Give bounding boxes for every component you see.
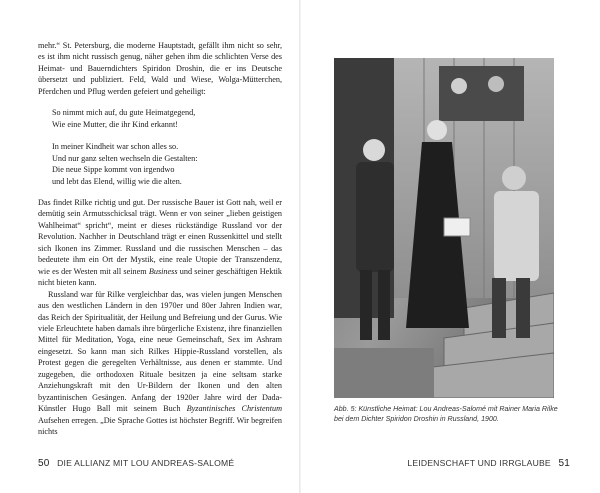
- paragraph-3: Russland war für Rilke vergleichbar das, was vielen jungen Menschen aus den westlichen Ländern in den 1970er und 80er Jahren Indien war, das Reich der Spiritualität, der Heilung und Befreiung und der Gurus. Wie viele Erleuchtete haben damals ihre bürgerliche Existenz, ihre finanziellen Mittel für Meditation, Yoga, eine neue Gemeinschaft, Sex im Ashram eingesetzt. So kann man sich Rilkes Hippie-Russland vorstellen, als Protest gegen die geregelten Verhältnisse, aus denen er stammte. Und zugegeben, die orthodoxen Rituale besitzen ja eine seltsam starke Anziehungskraft mit den Ur-Bildern der Ikonen und den alten byzantinischen Gesängen. Anfang der 1920er Jahre wird der Dada-Künstler Hugo Ball mit seinem Buch Byzantinisches Christentum Aufsehen erregen. „Die Sprache Gottes ist höchster Begriff. Wir begreifen nichts: [38, 289, 282, 437]
- historical-photo: [334, 58, 554, 398]
- poem-line: In meiner Kindheit war schon alles so.: [52, 142, 179, 152]
- poem-line: und lebt das Elend, willig wie die alten.: [52, 176, 182, 186]
- paragraph-1: mehr.“ St. Petersburg, die moderne Hauptstadt, gefällt ihm nicht so sehr, es ist ihm nicht russisch genug, näher gehen ihm die schlichten Verse des Heimat- und Bauerndichters Spiridon Droshin, die er ins Deutsche übersetzt und publiziert. Feld, Wald und Wiese, Wolga-Mütterchen, Pferdchen und Pflug werden gefeiert und geheiligt:: [38, 41, 282, 96]
- photo-illustration: [334, 58, 554, 398]
- body-text: [38, 40, 282, 438]
- poem: [52, 107, 282, 187]
- right-page: [300, 0, 600, 493]
- poem-line: Und nur ganz selten wechseln die Gestalten:: [52, 153, 198, 163]
- poem-line: Die neue Sippe kommt von irgendwo: [52, 165, 175, 175]
- running-head-left: DIE ALLIANZ MIT LOU ANDREAS-SALOMÉ: [57, 458, 235, 468]
- poem-line: So nimmt mich auf, du gute Heimatgegend,: [52, 108, 196, 118]
- running-head-right: LEIDENSCHAFT UND IRRGLAUBE: [407, 458, 551, 468]
- right-footer: [407, 458, 570, 469]
- page-number-right: 51: [558, 458, 570, 469]
- emphasis-text: Business: [148, 266, 178, 276]
- page-number-left: 50: [38, 458, 50, 469]
- photo-caption: Abb. 5: Künstliche Heimat: Lou Andreas-Salomé mit Rainer Maria Rilke bei dem Dichter Spiridon Droshin in Russland, 1900.: [334, 405, 558, 423]
- poem-line: Wie eine Mutter, die ihr Kind erkannt!: [52, 119, 178, 129]
- emphasis-text: Byzantinisches Christentum: [186, 404, 282, 414]
- stanza-gap: [52, 130, 282, 141]
- left-footer: [38, 458, 234, 469]
- paragraph-2: Das findet Rilke richtig und gut. Der russische Bauer ist Gott nah, weil er demütig sein Armutsschicksal trägt. Wenn er von seiner „lieben geistigen Wahlheimat“ spricht“, meint er dieses rückständige Russland vor der Revolution. Nachher in Deutschland trägt er einen Russenkittel und stellt sich Ikonen ins Zimmer. Russland und die russischen Menschen – das bedeutete ihm ein Ort der Mystik, eine reale Utopie der Transzendenz, wie es der Westen mit all seinem Business und seiner geschäftigen Hektik nicht bieten kann.: [38, 197, 282, 288]
